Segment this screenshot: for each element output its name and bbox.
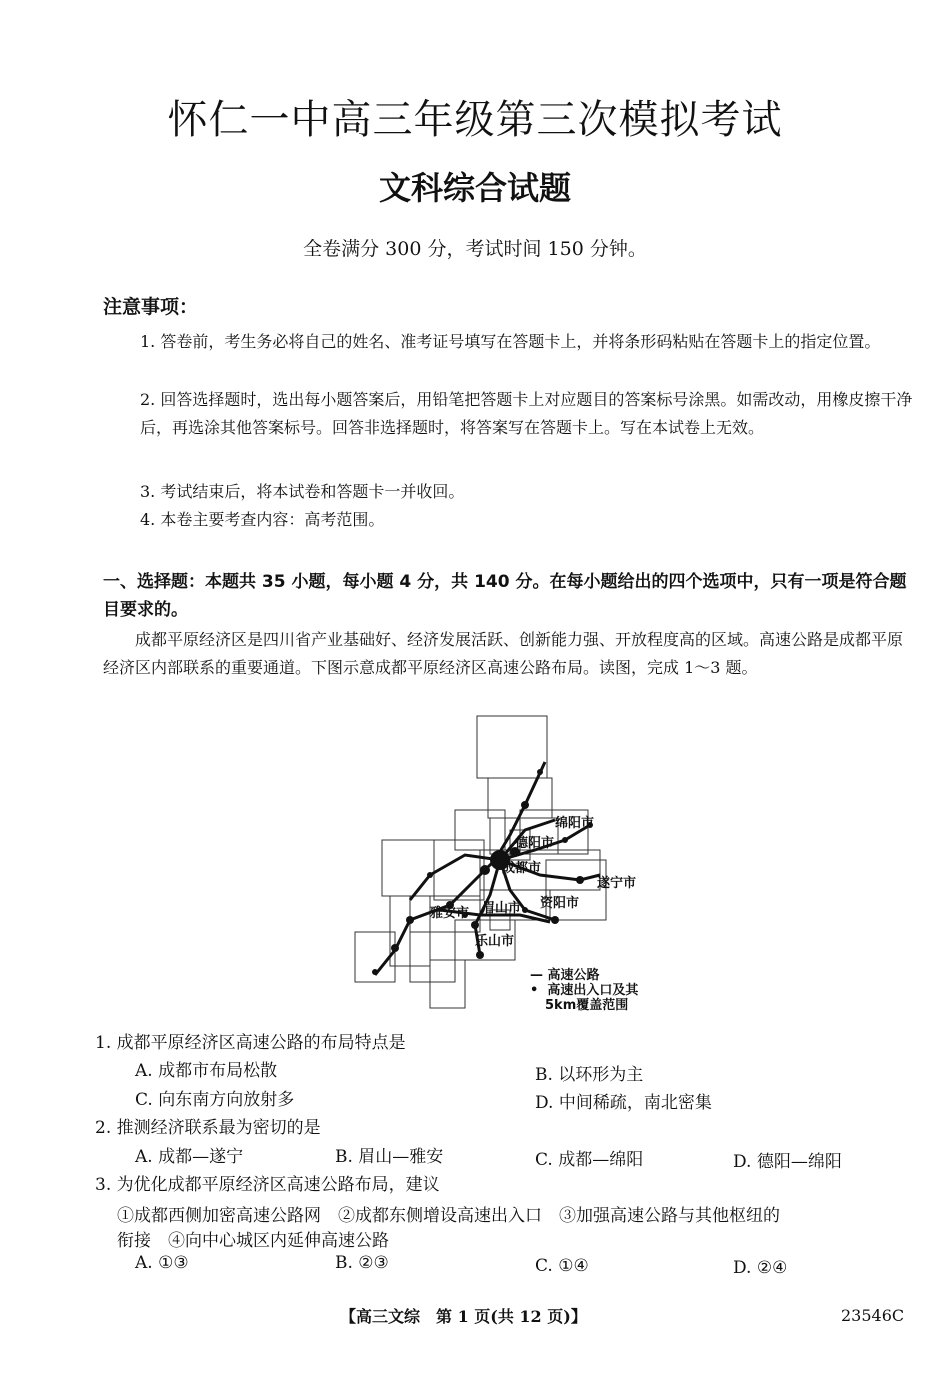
section-heading: 一、选择题：本题共 35 小题，每小题 4 分，共 140 分。在每小题给出的四个选项中，只有一项是符合题目要求的。 [103, 572, 907, 620]
exam-subtitle: 文科综合试题 [378, 169, 571, 207]
notice-item-1: 1. 答卷前，考生务必将自己的姓名、准考证号填写在答题卡上，并将条形码粘贴在答题卡上的指定位置。 [140, 332, 881, 351]
passage-text: 成都平原经济区是四川省产业基础好、经济发展活跃、创新能力强、开放程度高的区域。高速公路是成都平原经济区内部联系的重要通道。下图示意成都平原经济区高速公路布局。读图，完成 1～3 题。 [103, 630, 904, 677]
notice-item-4: 4. 本卷主要考查内容：高考范围。 [140, 510, 385, 529]
question-3-stem: 3. 为优化成都平原经济区高速公路布局，建议 [95, 1175, 440, 1195]
q2-option-b: B. 眉山—雅安 [335, 1147, 444, 1167]
city-label-ziyang: 资阳市 [540, 896, 580, 911]
legend-exit-line2: 5km覆盖范围 [545, 998, 629, 1013]
q3-option-a: A. ①③ [135, 1253, 189, 1273]
page-footer: 【高三文综 第 1 页(共 12 页)】 [340, 1307, 587, 1326]
q2-option-c: C. 成都—绵阳 [535, 1150, 644, 1170]
notice-item-3: 3. 考试结束后，将本试卷和答题卡一并收回。 [140, 482, 465, 501]
q3-option-b: B. ②③ [335, 1253, 389, 1273]
map-region-box [430, 960, 465, 1008]
map-region-box [410, 932, 455, 982]
map-region-box [455, 810, 505, 850]
question-2-stem: 2. 推测经济联系最为密切的是 [95, 1118, 321, 1138]
exam-title: 怀仁一中高三年级第三次模拟考试 [167, 97, 783, 143]
q1-option-b: B. 以环形为主 [535, 1065, 644, 1085]
q2-option-a: A. 成都—遂宁 [135, 1147, 244, 1167]
notice-heading: 注意事项： [103, 296, 199, 318]
map-region-box [477, 716, 547, 778]
city-label-suining: 遂宁市 [597, 876, 637, 891]
city-label-yaan: 雅安市 [430, 906, 470, 921]
city-label-meishan: 眉山市 [482, 901, 522, 916]
question-1-stem: 1. 成都平原经济区高速公路的布局特点是 [95, 1033, 406, 1053]
exam-info: 全卷满分 300 分，考试时间 150 分钟。 [303, 238, 647, 260]
q3-option-d: D. ②④ [733, 1258, 788, 1278]
q1-option-d: D. 中间稀疏，南北密集 [535, 1093, 712, 1113]
q1-option-a: A. 成都市布局松散 [135, 1061, 278, 1081]
city-label-mianyang: 绵阳市 [555, 816, 595, 831]
q1-option-c: C. 向东南方向放射多 [135, 1090, 295, 1110]
city-label-leshan: 乐山市 [475, 934, 515, 949]
highway-map [350, 710, 620, 1010]
city-label-chengdu: 成都市 [502, 861, 542, 876]
q3-option-c: C. ①④ [535, 1256, 589, 1276]
notice-item-2: 2. 回答选择题时，选出每小题答案后，用铅笔把答题卡上对应题目的答案标号涂黑。如需改动，用橡皮擦干净后，再选涂其他答案标号。回答非选择题时，将答案写在答题卡上。写在本试卷上无效。 [140, 390, 913, 437]
legend-highway: — 高速公路 [530, 968, 600, 983]
q3-line1: ①成都西侧加密高速公路网 ②成都东侧增设高速出入口 ③加强高速公路与其他枢纽的 [117, 1206, 780, 1226]
q3-line2: 衔接 ④向中心城区内延伸高速公路 [117, 1231, 389, 1251]
legend-dot-icon: • [530, 983, 548, 998]
legend-exit: • 高速出入口及其 [530, 983, 639, 998]
map-legend [530, 968, 638, 1013]
q2-option-d: D. 德阳—绵阳 [733, 1152, 842, 1172]
map-region-box [382, 840, 434, 896]
legend-line-icon: — [530, 968, 548, 983]
paper-code: 23546C [841, 1306, 905, 1325]
city-label-deyang: 德阳市 [515, 836, 555, 851]
